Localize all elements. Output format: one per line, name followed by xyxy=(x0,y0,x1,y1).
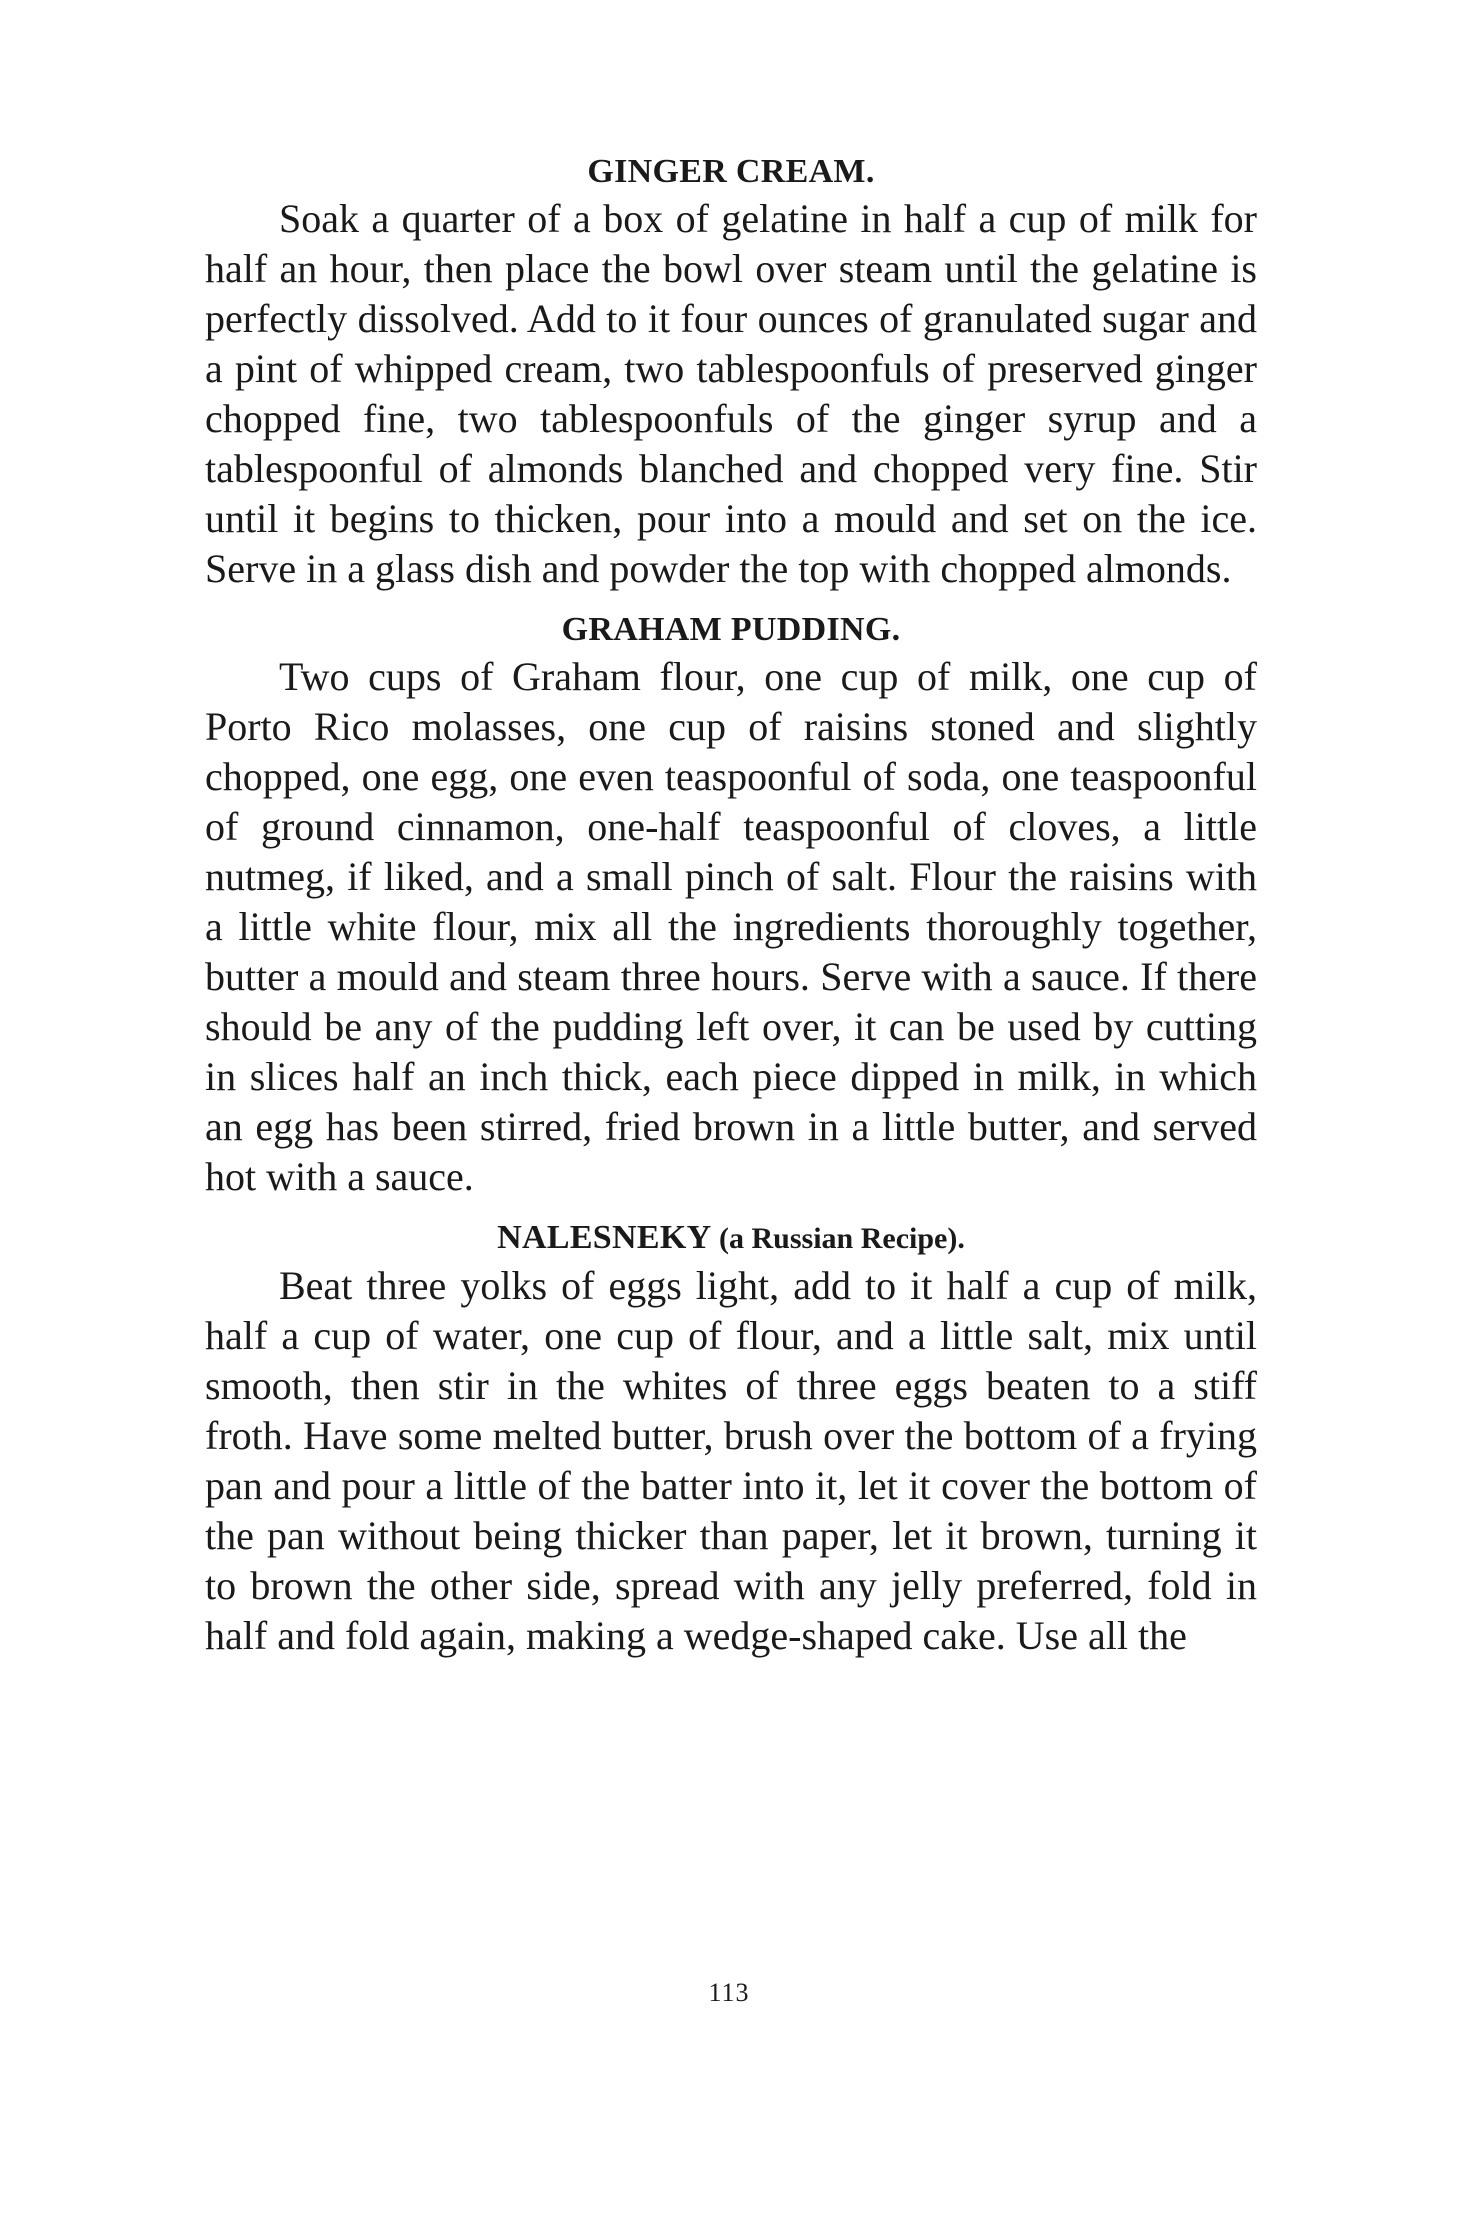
recipe-text: Two cups of Graham flour, one cup of milk, one cup of Porto Rico molasses, one cup of raisins stoned and slightly chopped, one egg, one even teaspoonful of soda, one teaspoonful of ground cinnamon, one-half teaspoonful of cloves, a little nutmeg, if liked, and a small pinch of salt. Flour the raisins with a little white flour, mix all the ingredients thoroughly together, butter a mould and steam three hours. Serve with a sauce. If there should be any of the pudding left over, it can be used by cutting in slices half an inch thick, each piece dipped in milk, in which an egg has been stirred, fried brown in a little butter, and served hot with a sauce. xyxy=(205,654,1257,1199)
recipe-title: GINGER CREAM. xyxy=(587,153,875,190)
recipe-graham-pudding xyxy=(205,608,1257,1202)
recipe-text: Soak a quarter of a box of gelatine in half a cup of milk for half an hour, then place the bowl over steam until the gelatine is perfectly dissolved. Add to it four ounces of granulated sugar and a pint of whipped cream, two tablespoonfuls of preserved ginger chopped fine, two tablespoonfuls of the ginger syrup and a tablespoonful of almonds blanched and chopped very fine. Stir until it begins to thicken, pour into a mould and set on the ice. Serve in a glass dish and powder the top with chopped almonds. xyxy=(205,196,1257,591)
page-number: 113 xyxy=(708,1978,750,2007)
recipe-text: Beat three yolks of eggs light, add to it half a cup of milk, half a cup of water, one cup of flour, and a little salt, mix until smooth, then stir in the whites of three eggs beaten to a stiff froth. Have some melted butter, brush over the bottom of a frying pan and pour a little of the batter into it, let it cover the bottom of the pan without being thicker than paper, let it brown, turning it to brown the other side, spread with any jelly preferred, fold in half and fold again, making a wedge-shaped cake. Use all the xyxy=(205,1263,1257,1658)
recipe-nalesneky xyxy=(205,1216,1257,1661)
recipe-title-main: NALESNEKY xyxy=(497,1219,711,1256)
recipe-title-subtitle: (a Russian Recipe). xyxy=(719,1222,965,1255)
recipe-ginger-cream xyxy=(205,150,1257,594)
recipe-title xyxy=(205,1216,1257,1261)
recipe-title: GRAHAM PUDDING. xyxy=(561,611,901,648)
page-content xyxy=(205,150,1257,1675)
